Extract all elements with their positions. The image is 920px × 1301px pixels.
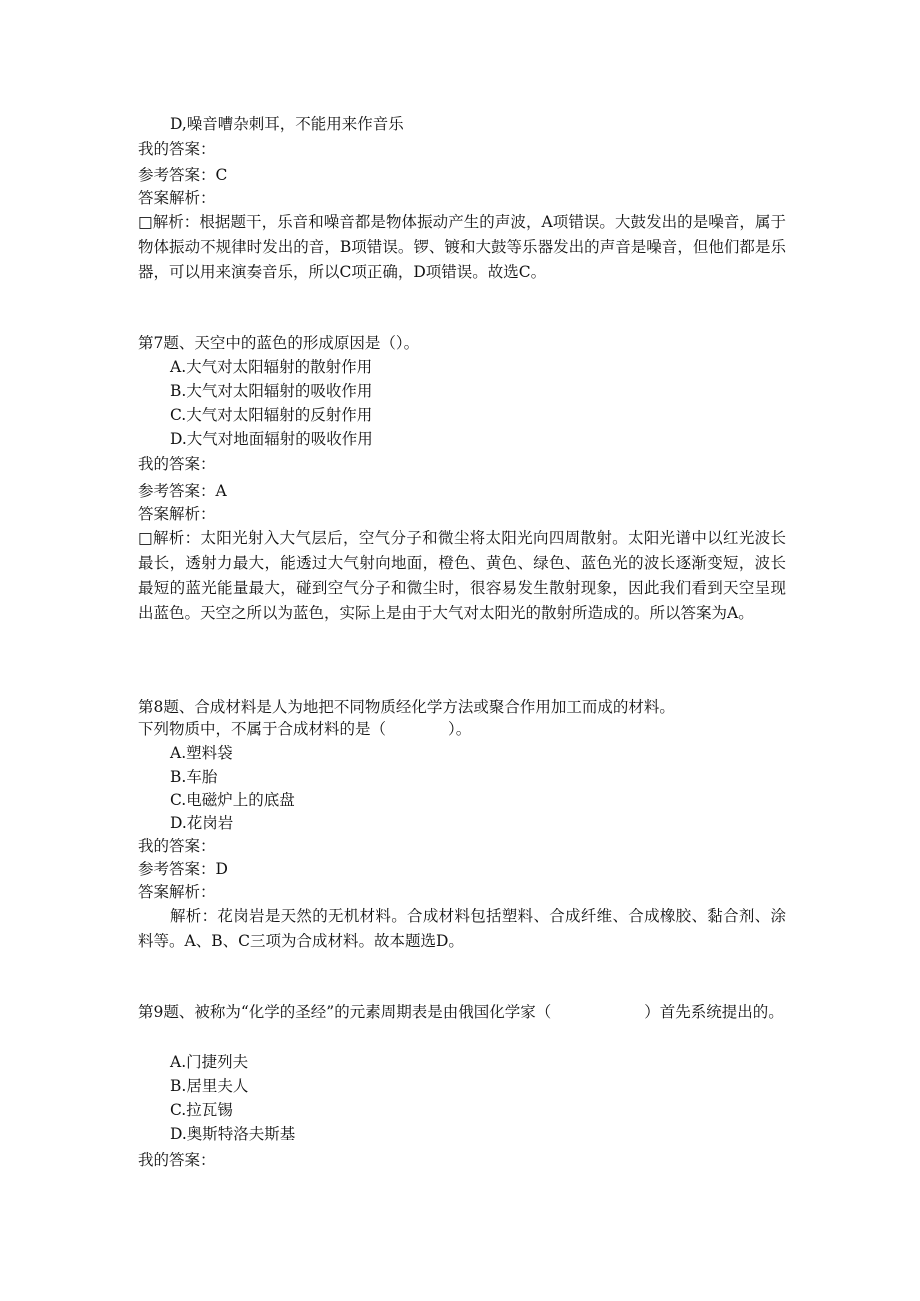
prev-my-answer: 我的答案： [138, 140, 216, 158]
q8-option-c: C.电磁炉上的底盘 [170, 791, 295, 809]
q9-my-answer: 我的答案： [138, 1151, 216, 1169]
q9-question: 第9题、被称为“化学的圣经”的元素周期表是由俄国化学家（ ）首先系统提出的。 [138, 1003, 784, 1021]
prev-analysis-label: 答案解析： [138, 189, 216, 207]
q7-analysis-label: 答案解析： [138, 505, 216, 523]
q9-option-d: D.奥斯特洛夫斯基 [170, 1125, 296, 1143]
q8-option-a: A.塑料袋 [170, 744, 233, 762]
q8-reference-answer: 参考答案：D [138, 860, 228, 878]
q7-question: 第7题、天空中的蓝色的形成原因是（）。 [138, 334, 420, 352]
q8-question-line1: 第8题、合成材料是人为地把不同物质经化学方法或聚合作用加工而成的材料。 [138, 698, 675, 716]
q7-my-answer: 我的答案： [138, 455, 216, 473]
q8-option-b: B.车胎 [170, 768, 218, 786]
q7-reference-answer: 参考答案：A [138, 482, 227, 500]
prev-reference-answer: 参考答案：C [138, 166, 228, 184]
q7-option-d: D.大气对地面辐射的吸收作用 [170, 430, 373, 448]
q9-option-c: C.拉瓦锡 [170, 1101, 233, 1119]
q7-analysis-text: □解析：太阳光射入大气层后，空气分子和微尘将太阳光向四周散射。太阳光谱中以红光波长最长，透射力最大，能透过大气射向地面，橙色、黄色、绿色、蓝色光的波长逐渐变短，波长最短的蓝光能量最大，碰到空气分子和微尘时，很容易发生散射现象，因此我们看到天空呈现出蓝色。天空之所以为蓝色，实际上是由于大气对太阳光的散射所造成的。所以答案为A。 [138, 529, 786, 622]
q9-option-b: B.居里夫人 [170, 1077, 249, 1095]
q8-option-d: D.花岗岩 [170, 814, 234, 832]
q8-analysis-label: 答案解析： [138, 883, 216, 901]
prev-option-d: D,噪音嘈杂刺耳，不能用来作音乐 [170, 115, 404, 133]
q8-my-answer: 我的答案： [138, 837, 216, 855]
q8-analysis-text: 解析：花岗岩是天然的无机材料。合成材料包括塑料、合成纤维、合成橡胶、黏合剂、涂料等。A、B、C三项为合成材料。故本题选D。 [138, 907, 786, 950]
prev-analysis-text: □解析：根据题干，乐音和噪音都是物体振动产生的声波，A项错误。大鼓发出的是噪音，属于物体振动不规律时发出的音，B项错误。锣、镀和大鼓等乐器发出的声音是噪音，但他们都是乐器，可以用来演奏音乐，所以C项正确，D项错误。故选C。 [138, 213, 786, 281]
q7-option-c: C.大气对太阳辐射的反射作用 [170, 406, 373, 424]
q8-question-line2: 下列物质中，不属于合成材料的是（ ）。 [138, 720, 472, 738]
q7-option-b: B.大气对太阳辐射的吸收作用 [170, 382, 373, 400]
q7-option-a: A.大气对太阳辐射的散射作用 [170, 358, 373, 376]
q9-option-a: A.门捷列夫 [170, 1053, 249, 1071]
